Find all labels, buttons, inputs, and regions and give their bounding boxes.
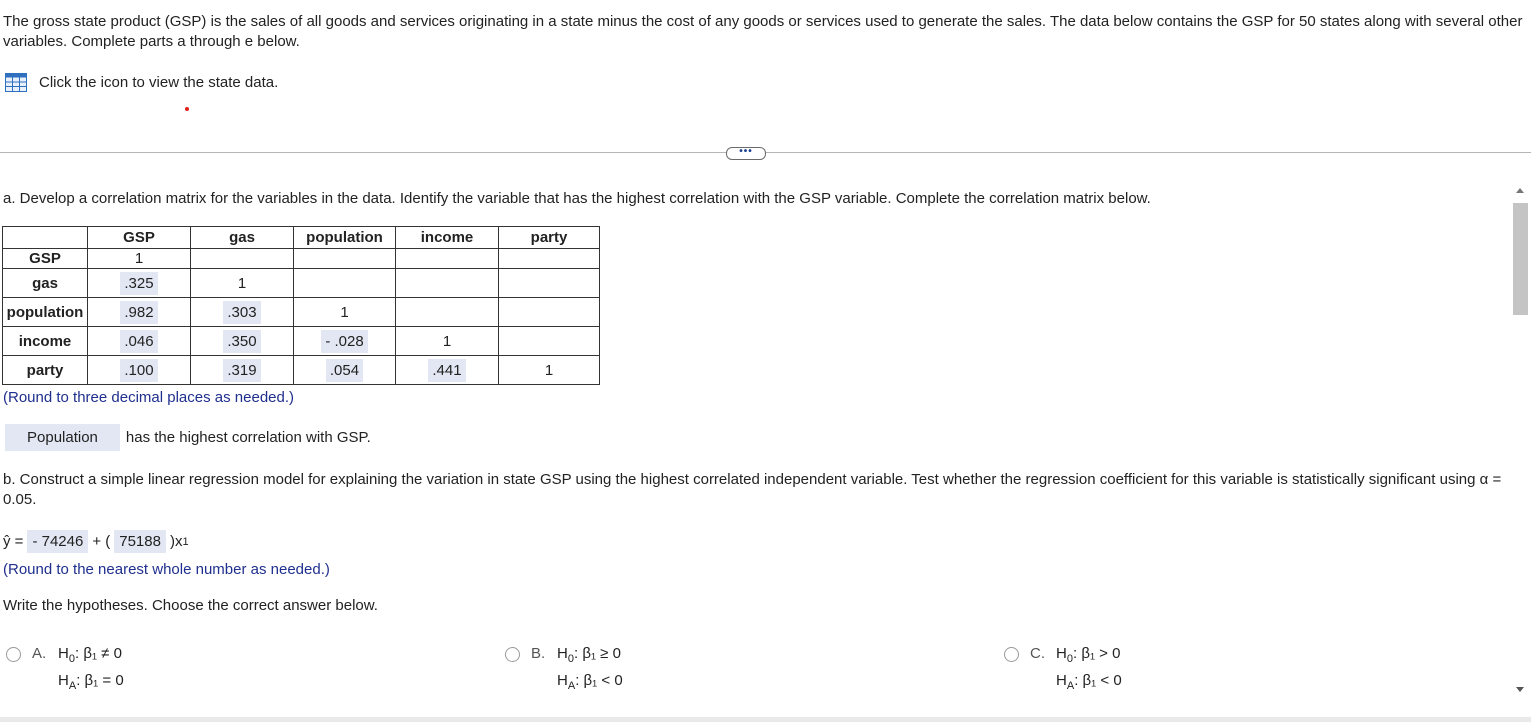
scrollbar-thumb[interactable] xyxy=(1513,203,1528,315)
matrix-cell xyxy=(88,327,191,356)
regression-equation xyxy=(3,530,189,553)
table-grid-icon[interactable] xyxy=(5,73,27,92)
matrix-cell: 1 xyxy=(191,269,294,298)
answer-field[interactable]: .100 xyxy=(120,359,157,382)
matrix-col-header: GSP xyxy=(88,227,191,249)
part-b-question: b. Construct a simple linear regression model for explaining the variation in state GSP using the highest correlated independent variable. Test whether the regression coefficient for this variable is statistically significant using α = 0.05. xyxy=(3,471,1502,508)
matrix-row xyxy=(3,327,600,356)
matrix-cell xyxy=(499,298,600,327)
matrix-cell: 1 xyxy=(396,327,499,356)
null-hypothesis: $H_0$: β₁ ≠ 0 xyxy=(58,645,122,665)
hypotheses-prompt: Write the hypotheses. Choose the correct answer below. xyxy=(3,597,378,614)
answer-field[interactable]: .325 xyxy=(120,272,157,295)
answer-field[interactable]: .441 xyxy=(428,359,465,382)
matrix-row-header: population xyxy=(3,298,88,327)
option-letter: A. xyxy=(32,645,47,662)
matrix-row-header: gas xyxy=(3,269,88,298)
matrix-cell xyxy=(499,269,600,298)
matrix-cell xyxy=(294,249,396,269)
alt-hypothesis: $H_A$: β₁ < 0 xyxy=(1056,672,1122,692)
answer-field[interactable]: .982 xyxy=(120,301,157,324)
matrix-cell xyxy=(88,298,191,327)
highest-correlation-row xyxy=(5,424,371,451)
slope-answer[interactable]: 75188 xyxy=(114,530,166,553)
alt-hypothesis: $H_A$: β₁ = 0 xyxy=(58,672,124,692)
matrix-row xyxy=(3,269,600,298)
null-hypothesis: $H_0$: β₁ > 0 xyxy=(1056,645,1121,665)
matrix-cell xyxy=(191,327,294,356)
matrix-cell xyxy=(88,269,191,298)
answer-field[interactable]: .046 xyxy=(120,330,157,353)
matrix-cell xyxy=(191,356,294,385)
option-letter: C. xyxy=(1030,645,1045,662)
radio-button[interactable] xyxy=(6,647,21,662)
matrix-col-header: population xyxy=(294,227,396,249)
matrix-corner xyxy=(3,227,88,249)
radio-button[interactable] xyxy=(1004,647,1019,662)
state-data-link-label[interactable]: Click the icon to view the state data. xyxy=(39,74,279,91)
round-note-2: (Round to the nearest whole number as needed.) xyxy=(3,561,330,578)
matrix-row xyxy=(3,356,600,385)
plus-paren: + ( xyxy=(92,533,111,550)
part-a-question: a. Develop a correlation matrix for the variables in the data. Identify the variable that has the highest correlation with the GSP variable. Complete the correlation matrix below. xyxy=(3,190,1151,207)
matrix-cell xyxy=(396,356,499,385)
bottom-bar xyxy=(0,717,1531,722)
matrix-row xyxy=(3,298,600,327)
intercept-answer[interactable]: - 74246 xyxy=(27,530,88,553)
matrix-cell xyxy=(88,356,191,385)
scroll-up-arrow-icon[interactable] xyxy=(1516,188,1524,193)
matrix-cell: 1 xyxy=(294,298,396,327)
matrix-cell: 1 xyxy=(88,249,191,269)
option-letter: B. xyxy=(531,645,546,662)
matrix-col-header: income xyxy=(396,227,499,249)
vertical-scrollbar[interactable] xyxy=(1512,183,1529,698)
highest-variable-answer[interactable]: Population xyxy=(5,424,120,451)
matrix-cell xyxy=(396,269,499,298)
alt-hypothesis: $H_A$: β₁ < 0 xyxy=(557,672,623,692)
answer-field[interactable]: .319 xyxy=(223,359,260,382)
correlation-matrix xyxy=(2,226,600,385)
intro-text: The gross state product (GSP) is the sales of all goods and services originating in a state minus the cost of any goods or services used to generate the sales. The data below contains the GSP for 50 states along with several other variables. Complete parts a through e below. xyxy=(3,13,1523,50)
red-marker-dot xyxy=(185,107,189,111)
matrix-cell xyxy=(191,249,294,269)
x-subscript: 1 xyxy=(182,535,189,548)
matrix-row xyxy=(3,249,600,269)
answer-field[interactable]: .303 xyxy=(223,301,260,324)
matrix-cell xyxy=(191,298,294,327)
matrix-col-header: gas xyxy=(191,227,294,249)
scroll-down-arrow-icon[interactable] xyxy=(1516,687,1524,692)
matrix-cell xyxy=(294,269,396,298)
matrix-row-header: party xyxy=(3,356,88,385)
matrix-cell xyxy=(499,327,600,356)
answer-field[interactable]: - .028 xyxy=(321,330,367,353)
null-hypothesis: $H_0$: β₁ ≥ 0 xyxy=(557,645,621,665)
matrix-row-header: income xyxy=(3,327,88,356)
matrix-col-header: party xyxy=(499,227,600,249)
matrix-cell xyxy=(499,249,600,269)
round-note-1: (Round to three decimal places as needed.) xyxy=(3,389,295,406)
matrix-cell: 1 xyxy=(499,356,600,385)
yhat-label: ŷ = xyxy=(3,533,24,550)
radio-button[interactable] xyxy=(505,647,520,662)
answer-field[interactable]: .350 xyxy=(223,330,260,353)
highest-correlation-text: has the highest correlation with GSP. xyxy=(125,429,371,446)
matrix-cell xyxy=(294,356,396,385)
matrix-cell xyxy=(396,249,499,269)
matrix-cell xyxy=(294,327,396,356)
answer-field[interactable]: .054 xyxy=(326,359,363,382)
close-paren-x: )x xyxy=(169,533,183,550)
expand-more-button[interactable]: ••• xyxy=(726,147,766,160)
state-data-link[interactable] xyxy=(5,73,278,92)
matrix-row-header: GSP xyxy=(3,249,88,269)
matrix-cell xyxy=(396,298,499,327)
